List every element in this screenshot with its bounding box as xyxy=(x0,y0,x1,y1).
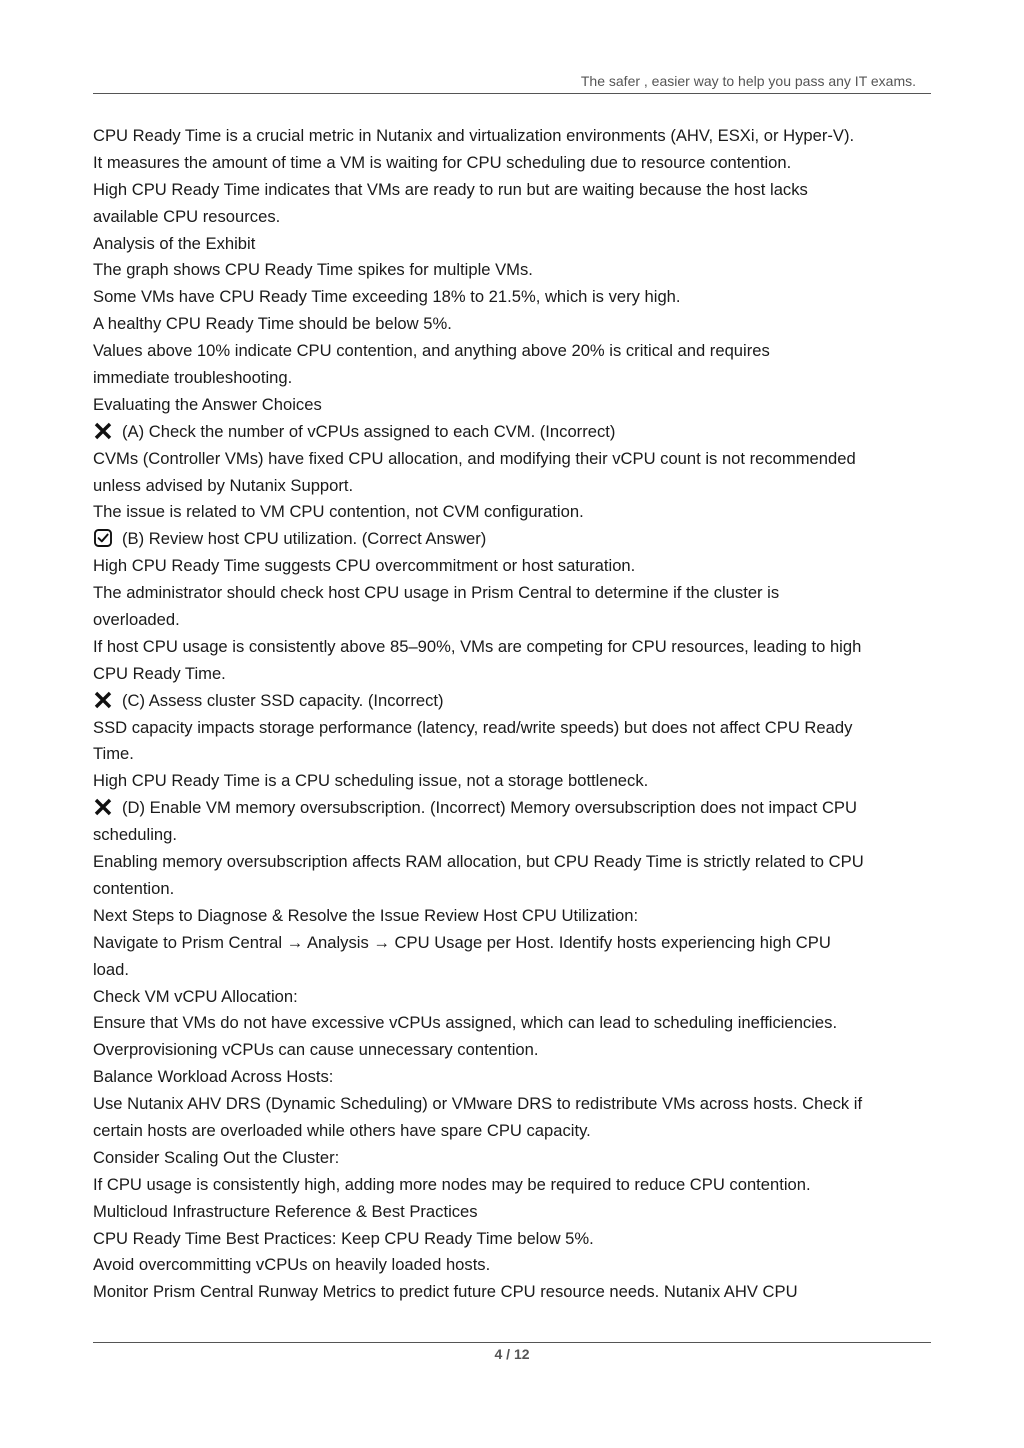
text-line xyxy=(93,338,938,365)
line-text: It measures the amount of time a VM is waiting for CPU scheduling due to resource contention. xyxy=(93,152,792,172)
line-text: Some VMs have CPU Ready Time exceeding 18% to 21.5%, which is very high. xyxy=(93,287,681,307)
text-line xyxy=(93,446,938,473)
header-tagline: The safer , easier way to help you pass any IT exams. xyxy=(580,73,916,89)
text-line xyxy=(93,1199,938,1226)
text-line xyxy=(93,231,938,258)
line-text: certain hosts are overloaded while others have spare CPU capacity. xyxy=(93,1120,591,1140)
text-line xyxy=(93,1091,938,1118)
line-text: The graph shows CPU Ready Time spikes for multiple VMs. xyxy=(93,260,533,280)
line-text: If host CPU usage is consistently above 85–90%, VMs are competing for CPU resources, leading to high xyxy=(93,636,862,656)
text-line xyxy=(93,150,938,177)
text-line xyxy=(93,741,938,768)
line-text: Use Nutanix AHV DRS (Dynamic Scheduling) or VMware DRS to redistribute VMs across hosts. Check if xyxy=(93,1094,863,1114)
line-text: unless advised by Nutanix Support. xyxy=(93,475,354,495)
line-text: (D) Enable VM memory oversubscription. (Incorrect) Memory oversubscription does not impact CPU xyxy=(122,798,857,818)
answer-choice-line xyxy=(93,795,938,822)
line-text: Time. xyxy=(93,744,134,764)
text-line xyxy=(93,903,938,930)
header-divider xyxy=(93,93,931,94)
line-text: load. xyxy=(93,959,129,979)
line-text: CPU Ready Time. xyxy=(93,663,226,683)
text-line xyxy=(93,930,938,957)
line-text: contention. xyxy=(93,878,175,898)
line-text: immediate troubleshooting. xyxy=(93,368,293,388)
cross-mark-icon xyxy=(93,690,113,710)
line-text: Analysis of the Exhibit xyxy=(93,233,256,253)
text-line xyxy=(93,984,938,1011)
line-text: (C) Assess cluster SSD capacity. (Incorrect) xyxy=(122,690,444,710)
cross-mark-icon xyxy=(93,797,113,817)
line-text: Values above 10% indicate CPU contention, and anything above 20% is critical and requires xyxy=(93,341,770,361)
line-text: CPU Ready Time is a crucial metric in Nutanix and virtualization environments (AHV, ESXi, or Hyper-V). xyxy=(93,126,855,145)
line-text: Overprovisioning vCPUs can cause unnecessary contention. xyxy=(93,1040,539,1060)
text-line xyxy=(93,849,938,876)
line-text: The issue is related to VM CPU contention, not CVM configuration. xyxy=(93,502,584,522)
text-line xyxy=(93,768,938,795)
line-text: overloaded. xyxy=(93,610,180,630)
line-text: (A) Check the number of vCPUs assigned to each CVM. (Incorrect) xyxy=(122,421,616,441)
line-text: Evaluating the Answer Choices xyxy=(93,394,322,414)
text-line xyxy=(93,580,938,607)
text-line xyxy=(93,473,938,500)
line-text: Balance Workload Across Hosts: xyxy=(93,1067,334,1087)
line-text: High CPU Ready Time suggests CPU overcommitment or host saturation. xyxy=(93,556,636,576)
line-text: Enabling memory oversubscription affects RAM allocation, but CPU Ready Time is strictly related to CPU xyxy=(93,852,864,872)
text-line xyxy=(93,1252,938,1279)
line-text: Monitor Prism Central Runway Metrics to predict future CPU resource needs. Nutanix AHV CPU xyxy=(93,1282,798,1302)
line-text: CVMs (Controller VMs) have fixed CPU allocation, and modifying their vCPU count is not recommended xyxy=(93,448,856,468)
line-text: A healthy CPU Ready Time should be below 5%. xyxy=(93,314,452,334)
line-text: High CPU Ready Time indicates that VMs are ready to run but are waiting because the host lacks xyxy=(93,179,808,199)
text-line xyxy=(93,204,938,231)
text-line xyxy=(93,392,938,419)
text-line xyxy=(93,553,938,580)
text-line xyxy=(93,822,938,849)
text-line xyxy=(93,634,938,661)
line-text: Multicloud Infrastructure Reference & Best Practices xyxy=(93,1201,478,1221)
footer-divider xyxy=(93,1342,931,1343)
text-line xyxy=(93,661,938,688)
text-line xyxy=(93,1010,938,1037)
text-line xyxy=(93,957,938,984)
line-text: High CPU Ready Time is a CPU scheduling issue, not a storage bottleneck. xyxy=(93,771,649,791)
line-text: If CPU usage is consistently high, adding more nodes may be required to reduce CPU contention. xyxy=(93,1174,811,1194)
text-line xyxy=(93,1172,938,1199)
answer-choice-line xyxy=(93,688,938,715)
page-number: 4 / 12 xyxy=(494,1346,530,1362)
line-text: available CPU resources. xyxy=(93,206,281,226)
cross-mark-icon xyxy=(93,421,113,441)
answer-choice-line xyxy=(93,419,938,446)
text-line xyxy=(93,876,938,903)
text-line xyxy=(93,284,938,311)
line-text: CPU Ready Time Best Practices: Keep CPU Ready Time below 5%. xyxy=(93,1228,594,1248)
text-line xyxy=(93,1226,938,1253)
line-text: Check VM vCPU Allocation: xyxy=(93,986,298,1006)
text-line xyxy=(93,715,938,742)
text-line xyxy=(93,1118,938,1145)
text-line xyxy=(93,1145,938,1172)
line-text: Navigate to Prism Central → Analysis → CPU Usage per Host. Identify hosts experiencing high CPU xyxy=(93,932,831,952)
text-line xyxy=(93,1064,938,1091)
text-line xyxy=(93,365,938,392)
text-line xyxy=(93,257,938,284)
text-line xyxy=(93,311,938,338)
line-text: The administrator should check host CPU usage in Prism Central to determine if the cluster is xyxy=(93,583,780,603)
text-line xyxy=(93,607,938,634)
line-text: Next Steps to Diagnose & Resolve the Issue Review Host CPU Utilization: xyxy=(93,905,639,925)
answer-choice-line xyxy=(93,526,938,553)
line-text: Ensure that VMs do not have excessive vCPUs assigned, which can lead to scheduling inefficiencies. xyxy=(93,1013,838,1033)
text-line xyxy=(93,499,938,526)
page-body xyxy=(93,123,938,1306)
check-box-icon xyxy=(93,528,113,548)
line-text: SSD capacity impacts storage performance (latency, read/write speeds) but does not affect CPU Ready xyxy=(93,717,853,737)
line-text: Consider Scaling Out the Cluster: xyxy=(93,1147,340,1167)
text-line xyxy=(93,1279,938,1306)
text-line xyxy=(93,123,938,150)
line-text: (B) Review host CPU utilization. (Correct Answer) xyxy=(122,529,487,549)
line-text: scheduling. xyxy=(93,825,177,845)
text-line xyxy=(93,1037,938,1064)
line-text: Avoid overcommitting vCPUs on heavily loaded hosts. xyxy=(93,1255,491,1275)
text-line xyxy=(93,177,938,204)
